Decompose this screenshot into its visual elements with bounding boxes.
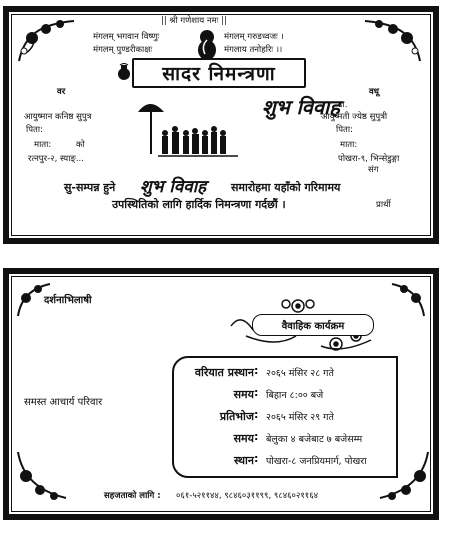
wedding-procession-illustration: [138, 98, 256, 160]
schedule-row: [174, 450, 396, 472]
floral-corner-ornament-top-left: [14, 16, 84, 66]
schedule-colon: :: [254, 430, 259, 443]
schedule-label: प्रतिभोज: [219, 410, 254, 423]
family-name: समस्त आचार्य परिवार: [24, 397, 103, 408]
invite-line-1-right: समारोहमा यहाँको गरिमामय: [231, 181, 341, 194]
schedule-colon: :: [254, 386, 259, 399]
schedule-colon: :: [254, 364, 259, 377]
shubha-vivah-calligraphy-1: शुभ विवाह: [262, 95, 340, 119]
schedule-label: वरियात प्रस्थान: [194, 366, 254, 379]
schedule-row: [174, 384, 396, 406]
schedule-row: [174, 406, 396, 428]
shubha-vivah-calligraphy-2: शुभ विवाह: [140, 177, 207, 197]
wedding-schedule-box: [172, 356, 398, 478]
schedule-value: बिहान ८:०० बजे: [266, 390, 324, 401]
contact-numbers: ०६१-५२११४४, ९८४६०३११९९, ९८४६०२११६४: [176, 491, 319, 501]
invite-line-1-left: सु-सम्पन्न हुने: [64, 181, 116, 194]
schedule-colon: :: [254, 452, 259, 465]
floral-corner-ornament-bottom-left: [14, 448, 70, 504]
floral-corner-ornament-top-right: [355, 16, 425, 66]
schedule-row: [174, 362, 396, 384]
contact-footer: [92, 490, 350, 502]
schedule-row: [174, 428, 396, 450]
schedule-label: समय: [233, 432, 254, 445]
bride-address: पोखरा-९, भिन्सेडुङ्गा: [338, 154, 400, 164]
groom-address: रत्नपुर-२, स्याङ्...: [28, 154, 84, 164]
bride-name-prefix: आयुष्मती ज्येष्ठ सुपुत्री: [321, 112, 388, 122]
header-line-2-left: मंगलम् भगवान विष्णुः: [93, 32, 160, 42]
schedule-label: स्थान: [233, 454, 254, 467]
header-line-1: || श्री गणेशाय नमः ||: [161, 16, 227, 26]
groom-name-prefix: आयुष्मान कनिष्ठ सुपुत्र: [24, 112, 92, 122]
schedule-value: २०६५ मंसिर २९ गते: [266, 412, 334, 423]
wedding-program-banner: [252, 314, 374, 336]
bride-father-label: पिता:: [336, 125, 353, 135]
schedule-value: २०६५ मंसिर २८ गते: [266, 368, 334, 379]
kalash-icon-left: [117, 63, 131, 81]
bride-heading: वधू: [369, 87, 379, 97]
groom-heading: वर: [57, 87, 66, 97]
wedding-program-title: वैवाहिक कार्यक्रम: [281, 321, 345, 332]
invitation-title: सादर निमन्त्रणा: [162, 63, 276, 85]
header-line-2-right: मंगलम् गरुडध्वजः ।: [224, 32, 284, 42]
schedule-value: पोखरा-८ जनप्रियमार्ग, पोखरा: [266, 456, 367, 467]
bride-sanga: संग: [368, 165, 379, 175]
bride-mother-label: माता:: [340, 140, 358, 150]
darshanabhilashi-label: दर्शनाभिलाषी: [44, 295, 92, 306]
invite-line-2: उपस्थितिको लागि हार्दिक निमन्त्रणा गर्दछौं ।: [112, 198, 286, 211]
groom-ko: को: [76, 140, 85, 150]
header-line-3-right: मंगलाय तनोहरिः ।।: [224, 45, 283, 55]
contact-label: सहजताको लागि :: [104, 491, 161, 501]
schedule-value: बेलुका ४ बजेबाट ७ बजेसम्म: [266, 434, 363, 445]
groom-mother-label: माता:: [34, 140, 52, 150]
bride-dr-prefix: डा.: [338, 100, 348, 110]
schedule-label: समय: [233, 388, 254, 401]
schedule-colon: :: [254, 408, 259, 421]
invitation-title-box: [132, 58, 306, 88]
header-line-3-left: मंगलम् पुण्डरीकाक्षः: [93, 45, 153, 55]
groom-father-label: पिता:: [26, 125, 43, 135]
prarthi-label: प्रार्थी: [376, 200, 391, 210]
ganesh-icon: [196, 28, 218, 62]
floral-corner-ornament-bottom-right-top: [388, 280, 428, 320]
